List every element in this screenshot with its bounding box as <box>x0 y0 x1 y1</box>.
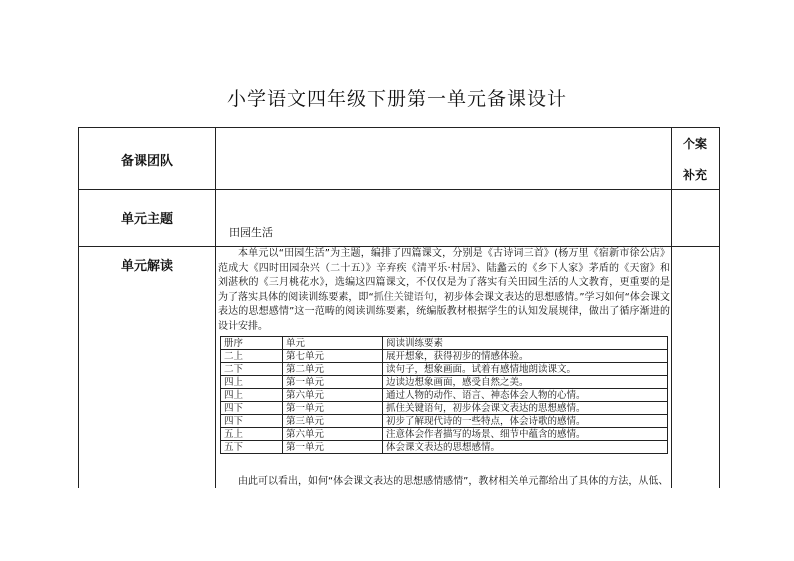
table-row <box>221 389 668 402</box>
table-cell: 展开想象，获得初步的情感体验。 <box>383 350 668 363</box>
analysis-label: 单元解读 <box>120 259 173 274</box>
table-cell: 第一单元 <box>283 376 383 389</box>
intro-text-1: 本单元以“田园生活”为主题，编排了四篇课文，分别是《古诗词三首》(杨万里《宿新市徐公店》范成大《四时田园杂兴（二十五）》辛弃疾《清平乐·村居》、陆蠡云的《乡下人家》茅盾的《天窗》和刘湛秋的《三月桃花水》，选编这四篇课文，不仅仅是为了落实有关田园生活的人文教育，更重要的是为了落实具体的阅读训练要素，即“ <box>218 248 670 303</box>
theme-value: 田园生活 <box>229 226 273 239</box>
table-cell: 体会课文表达的思想感情。 <box>383 441 668 454</box>
side-note-line2: 补充 <box>682 168 707 182</box>
table-row <box>221 415 668 428</box>
table-cell: 第一单元 <box>283 402 383 415</box>
table-cell: 二下 <box>221 363 283 376</box>
table-row <box>221 376 668 389</box>
table-cell: 第六单元 <box>283 389 383 402</box>
table-cell: 抓住关键语句，初步体会课文表达的思想感情。 <box>383 402 668 415</box>
table-header-cell: 阅读训练要素 <box>383 337 668 350</box>
team-label: 备课团队 <box>120 154 173 169</box>
table-cell: 边读边想象画面，感受自然之美。 <box>383 376 668 389</box>
table-cell: 四下 <box>221 415 283 428</box>
table-cell: 五上 <box>221 428 283 441</box>
side-note-line1: 个案 <box>682 137 707 151</box>
theme-label: 单元主题 <box>120 212 173 227</box>
table-cell: 四下 <box>221 402 283 415</box>
row-divider <box>79 189 719 190</box>
table-header-row <box>221 337 668 350</box>
table-cell: 第七单元 <box>283 350 383 363</box>
table-cell: 四上 <box>221 389 283 402</box>
reading-skills-table <box>220 336 668 454</box>
table-row <box>221 363 668 376</box>
intro-highlight: 抓住关键语句 <box>373 291 434 303</box>
table-header-cell: 册序 <box>221 337 283 350</box>
column-divider <box>215 128 216 488</box>
table-cell: 第六单元 <box>283 428 383 441</box>
table-cell: 初步了解现代诗的一些特点，体会诗歌的感情。 <box>383 415 668 428</box>
intro-text-2: ，初步体会课文表达的思想感情。”学习如何“体会课文表达的思想感情”这一范畴的阅读训练要素，统编版教材根据学生的认知发展规律，做出了循序渐进的设计安排。 <box>218 291 670 332</box>
table-cell: 读句子，想象画面。试着有感情地朗读课文。 <box>383 363 668 376</box>
table-header-cell: 单元 <box>283 337 383 350</box>
document-title: 小学语文四年级下册第一单元备课设计 <box>226 88 567 110</box>
table-cell: 四上 <box>221 376 283 389</box>
unit-analysis-intro <box>218 247 670 334</box>
unit-analysis-outro: 由此可以看出，如何“体会课文表达的思想感情感情”，教材相关单元都给出了具体的方法，从低、 <box>238 476 669 487</box>
table-row <box>221 441 668 454</box>
table-row <box>221 428 668 441</box>
table-cell: 第一单元 <box>283 441 383 454</box>
table-cell: 注意体会作者描写的场景、细节中蕴含的感情。 <box>383 428 668 441</box>
table-row <box>221 350 668 363</box>
table-cell: 第三单元 <box>283 415 383 428</box>
table-cell: 第二单元 <box>283 363 383 376</box>
table-cell: 二上 <box>221 350 283 363</box>
lesson-plan-table <box>78 127 720 488</box>
table-cell: 五下 <box>221 441 283 454</box>
table-cell: 通过人物的动作、语言、神态体会人物的心情。 <box>383 389 668 402</box>
table-row <box>221 402 668 415</box>
